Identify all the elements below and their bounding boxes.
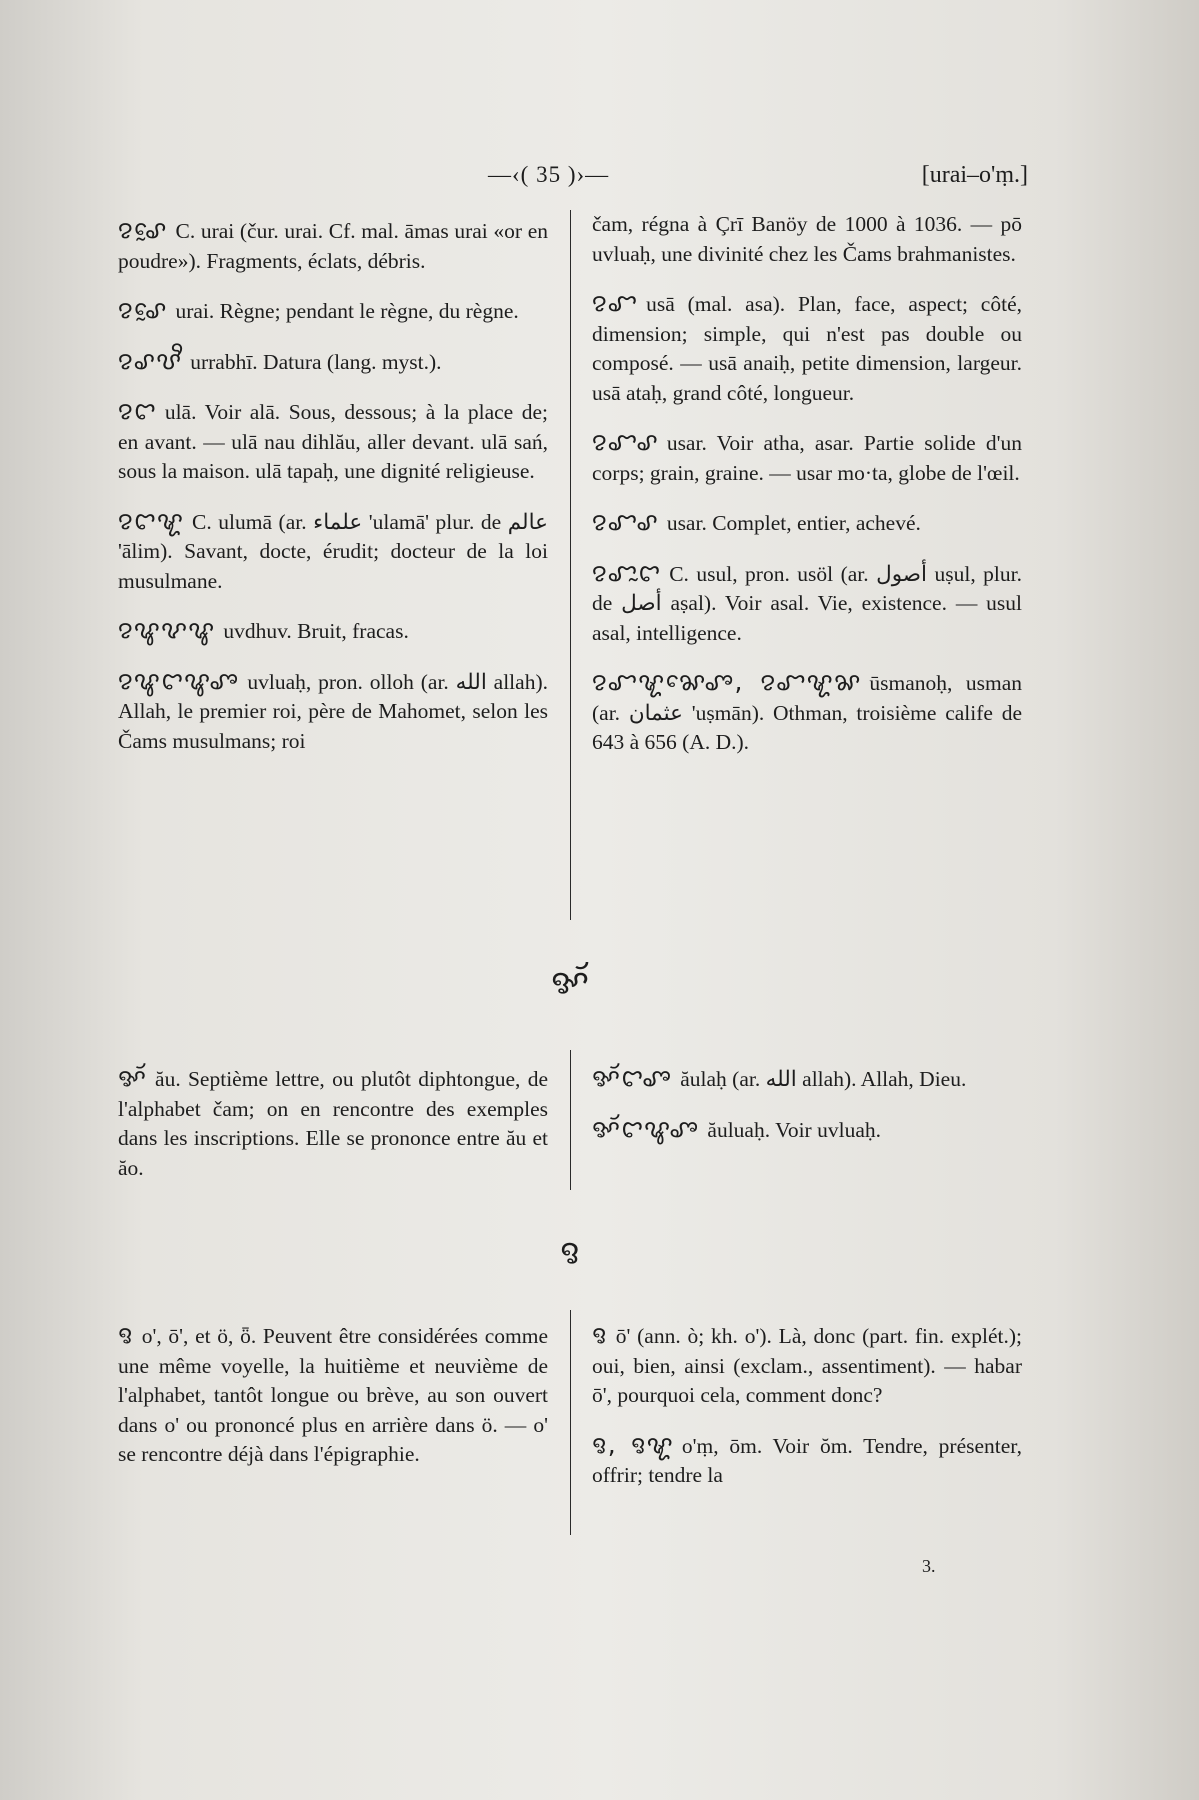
entry-text: ăulaḥ (ar. الله allah). Allah, Dieu. <box>680 1067 967 1091</box>
cham-script: ꨂꨧꨠꨗꨯꨨ, ꨂꨧꨠꨗ <box>592 667 862 696</box>
cham-script: ꨂꨣꨰ <box>118 295 168 324</box>
letter-divider: ꨅ <box>560 1232 580 1272</box>
page-number: —‹( 35 )›— <box>488 162 610 187</box>
entry-text: urrabhī. Datura (lang. myst.). <box>190 349 442 374</box>
entry <box>592 667 1022 758</box>
entry-text: ūsmanoḥ, usman (ar. عثمان 'uṣmān). Othman, troisième calife de 643 à 656 (A. D.). <box>592 671 1022 754</box>
entry-text: uvluaḥ, pron. olloh (ar. الله allah). Allah, le premier roi, père de Mahomet, selon les Čams musulmans; roi <box>118 669 548 753</box>
entry-text: urai. Règne; pendant le règne, du règne. <box>175 299 519 323</box>
entry <box>118 295 548 327</box>
cham-script: ꨂꨧꨣ <box>592 507 659 536</box>
cham-script: ꨀꨮꨤꨨ <box>592 1063 673 1092</box>
section2-left-column <box>118 1063 548 1202</box>
cham-script: ꨂꨧꨣ <box>592 427 659 456</box>
cham-script: ꨂꨤ <box>118 396 157 425</box>
entry-text: o'ṃ, ōm. Voir ŏm. Tendre, présenter, offrir; tendre la <box>592 1433 1022 1487</box>
section1-left-column <box>118 215 548 775</box>
cham-script: ꨀꨮꨤꨥꨨ <box>592 1113 700 1143</box>
entry-text: usā (mal. asa). Plan, face, aspect; côté, dimension; simple, qui n'est pas double ou composé. — usā anaiḥ, petite dimension, largeur. usā ataḥ, grand côté, longueur. <box>592 292 1022 405</box>
entry <box>592 1320 1022 1411</box>
letter-divider: ꨀꨮ <box>550 962 590 1002</box>
entry <box>118 346 548 378</box>
cham-script: ꨂꨧ <box>592 288 639 317</box>
entry-text: usar. Voir atha, asar. Partie solide d'un corps; grain, graine. — usar mo·ta, globe de l'œil. <box>592 431 1022 485</box>
column-rule <box>570 1310 571 1535</box>
section1-right-column <box>592 210 1022 777</box>
column-rule <box>570 1050 571 1190</box>
cham-script: ꨅ <box>118 1320 134 1349</box>
entry <box>592 427 1022 488</box>
entry-text: ăuluaḥ. Voir uvluaḥ. <box>707 1117 881 1142</box>
section2-right-column <box>592 1063 1022 1164</box>
section3-left-column <box>118 1320 548 1489</box>
entry <box>118 1063 548 1183</box>
cham-script: ꨂꨣꨰ <box>118 215 168 244</box>
signature-mark: 3. <box>922 1556 936 1576</box>
entry-text: čam, régna à Çrī Banöy de 1000 à 1036. — pō uvluaḥ, une divinité chez les Čams brahmanistes. <box>592 212 1022 266</box>
column-rule <box>570 210 571 920</box>
entry-text: C. ulumā (ar. علماء 'ulamā' plur. de عالم 'ālim). Savant, docte, érudit; docteur de la loi musulmane. <box>118 509 548 593</box>
entry <box>592 1430 1022 1491</box>
entry-text: ō' (ann. ò; kh. o'). Là, donc (part. fin. explét.); oui, bien, ainsi (exclam., assentiment). — habar ō', pourquoi cela, comment donc? <box>592 1324 1022 1407</box>
cham-script: ꨅ, ꨅꨠ <box>592 1429 674 1459</box>
entry-text: uvdhuv. Bruit, fracas. <box>223 619 409 643</box>
entry-text: C. usul, pron. usöl (ar. أصول uṣul, plur. de أصل aṣal). Voir asal. Vie, existence. — usul asal, intelligence. <box>592 561 1022 645</box>
cham-script: ꨂꨥꨖꨥ <box>118 615 216 644</box>
cham-script: ꨂꨤꨠ <box>118 505 185 535</box>
entry <box>118 666 548 757</box>
cham-script: ꨂꨧꨭꨤ <box>592 557 662 587</box>
entry <box>118 215 548 276</box>
entry-text: ău. Septième lettre, ou plutôt diphtongue, de l'alphabet čam; on en rencontre des exemples dans les inscriptions. Elle se prononce entre ău et ăo. <box>118 1067 548 1180</box>
cham-script: ꨂꨣꨝꨪ <box>118 345 183 375</box>
entry <box>592 1114 1022 1146</box>
entry <box>118 396 548 487</box>
cham-script: ꨀꨮ <box>118 1063 148 1092</box>
entry-range: [urai–o'ṃ.] <box>921 162 1028 188</box>
entry-text: ulā. Voir alā. Sous, dessous; à la place de; en avant. — ulā nau dihlău, aller devant. ulā sań, sous la maison. ulā tapaḥ, une dignité religieuse. <box>118 400 548 483</box>
entry <box>592 288 1022 408</box>
entry <box>592 507 1022 539</box>
section3-right-column <box>592 1320 1022 1510</box>
cham-script: ꨅ <box>592 1320 608 1349</box>
entry <box>592 558 1022 649</box>
cham-script: ꨂꨥꨤꨥꨨ <box>118 665 240 695</box>
entry-text: o', ō', et ö, ȫ. Peuvent être considérées comme une même voyelle, la huitième et neuvième de l'alphabet, tantôt longue ou brève, au son ouvert dans o' ou prononcé plus en arrière dans ö. — o' se rencontre déjà dans l'épigraphie. <box>118 1324 548 1466</box>
entry-text: C. urai (čur. urai. Cf. mal. āmas urai «or en poudre»). Fragments, éclats, débris. <box>118 219 548 273</box>
entry-text: usar. Complet, entier, achevé. <box>666 511 921 535</box>
entry <box>592 210 1022 269</box>
entry <box>118 1320 548 1470</box>
entry <box>592 1063 1022 1095</box>
entry <box>118 506 548 597</box>
entry <box>118 615 548 647</box>
page-header <box>488 158 1028 198</box>
